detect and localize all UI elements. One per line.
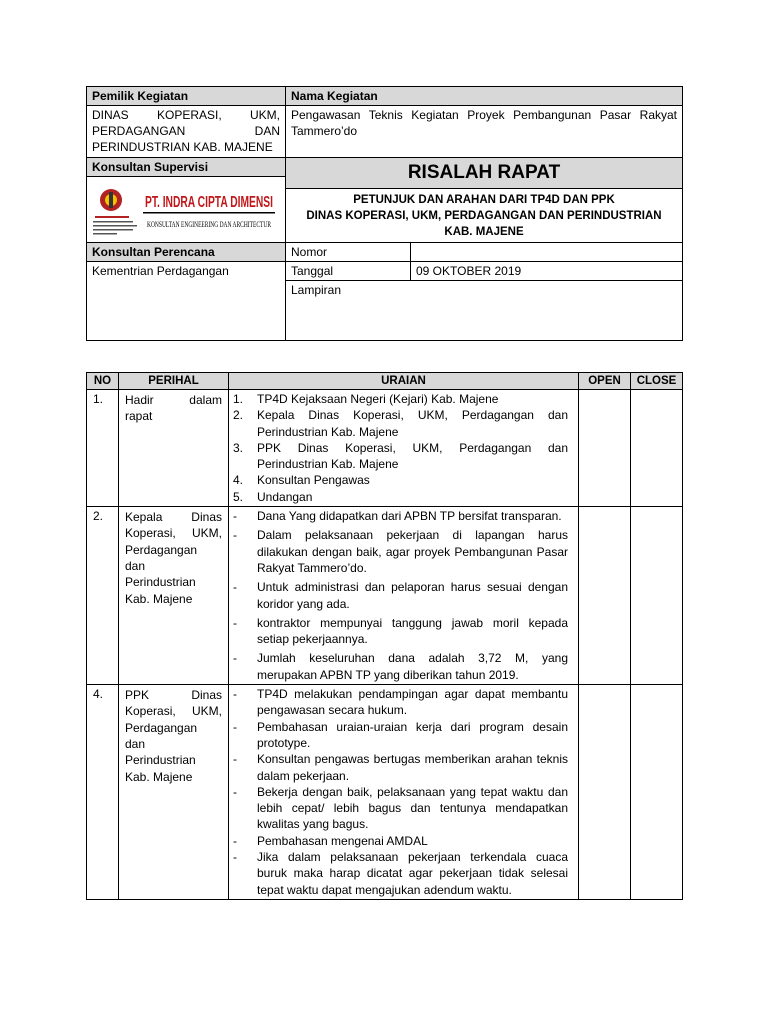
list-item-text: Kepala Dinas Koperasi, UKM, Perdagangan dan Perindustrian Kab. Majene (257, 408, 568, 439)
list-item-text: Dana Yang didapatkan dari APBN TP bersifat transparan. (257, 509, 562, 524)
list-item-text: Konsultan pengawas bertugas memberikan arahan teknis dalam pekerjaan. (257, 752, 568, 783)
nama-kegiatan-label: Nama Kegiatan (286, 87, 683, 106)
risalah-sub-line-3: KAB. MAJENE (444, 226, 524, 238)
perihal-line: rapat (125, 409, 153, 424)
pemilik-line-3: PERINDUSTRIAN KAB. MAJENE (92, 140, 273, 154)
list-item-text: Konsultan Pengawas (257, 473, 370, 488)
nama-kegiatan-value: Pengawasan Teknis Kegiatan Proyek Pembangunan Pasar Rakyat Tammero’do (286, 106, 683, 158)
nomor-label: Nomor (286, 243, 411, 262)
risalah-rapat-block (286, 158, 683, 243)
list-item-text: TP4D melakukan pendampingan agar dapat membantu pengawasan secara hukum. (257, 687, 568, 718)
tanggal-label: Tanggal (286, 262, 411, 281)
list-marker: - (233, 651, 237, 666)
perihal-line: Hadir dalam (125, 393, 222, 407)
list-item (233, 650, 568, 683)
konsultan-perencana-value: Kementrian Perdagangan (87, 262, 286, 341)
perihal-line: Perindustrian (125, 575, 196, 590)
row-uraian (229, 390, 579, 507)
list-item (233, 833, 568, 849)
pemilik-line-1: DINAS KOPERASI, UKM, (92, 108, 280, 122)
list-marker: - (233, 833, 237, 848)
row-open-cell (579, 685, 631, 900)
list-marker: - (233, 580, 237, 595)
col-uraian-header: URAIAN (229, 373, 579, 390)
row-uraian (229, 507, 579, 685)
list-item-text: Untuk administrasi dan pelaporan harus sesuai dengan koridor yang ada. (257, 580, 568, 611)
company-logo (91, 183, 281, 243)
list-item (233, 615, 568, 648)
list-item (233, 686, 568, 719)
risalah-sub-line-1: PETUNJUK DAN ARAHAN DARI TP4D DAN PPK (353, 194, 615, 206)
list-marker: - (233, 509, 237, 524)
perihal-line: Koperasi, UKM, (125, 704, 222, 719)
perihal-line: Kab. Majene (125, 769, 193, 784)
list-item (233, 784, 568, 833)
perihal-line: PPK Dinas (125, 688, 222, 703)
list-item-text: kontraktor mempunyai tanggung jawab moril kepada setiap pekerjaannya. (257, 615, 568, 647)
table-header-row (87, 373, 683, 390)
row-close-cell (631, 507, 683, 685)
list-item-text: TP4D Kejaksaan Negeri (Kejari) Kab. Majene (257, 392, 499, 406)
list-marker: 1. (233, 392, 244, 406)
list-marker: - (233, 615, 237, 630)
row-close-cell (631, 685, 683, 900)
list-item (233, 489, 568, 505)
nomor-value (411, 243, 683, 262)
list-marker: 3. (233, 440, 244, 455)
lampiran-label: Lampiran (286, 281, 683, 341)
table-body (87, 390, 683, 900)
perihal-line: Kab. Majene (125, 591, 193, 606)
list-item-text: Bekerja dengan baik, pelaksanaan yang tepat waktu dan lebih cepat/ lebih bagus dan tentunya mendapatkan kwalitas yang bagus. (257, 784, 568, 832)
list-item-text: Undangan (257, 489, 313, 504)
list-item (233, 440, 568, 473)
perihal-line: dan (125, 558, 146, 573)
list-item (233, 472, 568, 488)
list-item (233, 719, 568, 752)
list-marker: - (233, 687, 237, 702)
logo-company-name: PT. INDRA CIPTA DIMENSI (145, 194, 273, 211)
col-no-header: NO (87, 373, 119, 390)
list-marker: - (233, 719, 237, 734)
perihal-line: dan (125, 736, 146, 751)
perihal-line: Perindustrian (125, 753, 196, 768)
company-logo-cell (87, 177, 286, 243)
row-number: 4. (87, 685, 119, 900)
list-item-text: Pembahasan uraian-uraian kerja dari program desain prototype. (257, 719, 568, 750)
list-marker: 4. (233, 473, 244, 488)
list-item-text: Jika dalam pelaksanaan pekerjaan terkendala cuaca buruk maka harap dicatat agar pekerjaan tidak selesai tepat waktu dapat mengajukan adendum waktu. (257, 850, 568, 897)
list-item (233, 407, 568, 440)
header-table (86, 86, 683, 341)
list-marker: - (233, 528, 237, 543)
col-close-header: CLOSE (631, 373, 683, 390)
pemilik-line-2: PERDAGANGAN DAN (92, 124, 280, 138)
list-marker: - (233, 784, 237, 799)
logo-tagline: KONSULTAN ENGINEERING DAN ARCHITECTUR (147, 219, 272, 229)
list-item (233, 527, 568, 576)
risalah-rapat-title: RISALAH RAPAT (286, 158, 682, 189)
list-item (233, 391, 568, 407)
perihal-line: Perdagangan (125, 720, 198, 735)
list-item-text: PPK Dinas Koperasi, UKM, Perdagangan dan Perindustrian Kab. Majene (257, 440, 568, 472)
perihal-line: Koperasi, UKM, (125, 526, 222, 541)
tanggal-value: 09 OKTOBER 2019 (411, 262, 683, 281)
row-perihal (119, 390, 229, 507)
row-number: 1. (87, 390, 119, 507)
row-number: 2. (87, 507, 119, 685)
table-row (87, 507, 683, 685)
konsultan-perencana-label: Konsultan Perencana (87, 243, 286, 262)
row-close-cell (631, 390, 683, 507)
konsultan-supervisi-label: Konsultan Supervisi (87, 158, 286, 177)
table-row (87, 685, 683, 900)
list-item (233, 508, 568, 524)
list-item-text: Jumlah keseluruhan dana adalah 3,72 M, yang merupakan APBN TP yang diberikan tahun 2019. (257, 651, 568, 682)
list-marker: 2. (233, 408, 244, 423)
list-item (233, 579, 568, 612)
row-perihal (119, 685, 229, 900)
pemilik-kegiatan-label: Pemilik Kegiatan (87, 87, 286, 106)
row-open-cell (579, 390, 631, 507)
list-item (233, 849, 568, 898)
row-uraian (229, 685, 579, 900)
row-perihal (119, 507, 229, 685)
row-open-cell (579, 507, 631, 685)
risalah-sub-line-2: DINAS KOPERASI, UKM, PERDAGANGAN DAN PERINDUSTRIAN (306, 210, 662, 222)
perihal-line: Kepala Dinas (125, 510, 222, 525)
list-item (233, 751, 568, 784)
pemilik-kegiatan-value (87, 106, 286, 158)
risalah-table (86, 372, 683, 900)
perihal-line: Perdagangan (125, 542, 198, 557)
list-marker: - (233, 752, 237, 767)
col-perihal-header: PERIHAL (119, 373, 229, 390)
col-open-header: OPEN (579, 373, 631, 390)
list-item-text: Dalam pelaksanaan pekerjaan di lapangan harus dilakukan dengan baik, agar proyek Pembangunan Pasar Rakyat Tammero’do. (257, 528, 568, 575)
list-item-text: Pembahasan mengenai AMDAL (257, 833, 428, 848)
list-marker: 5. (233, 489, 244, 504)
table-row (87, 390, 683, 507)
list-marker: - (233, 850, 237, 865)
risalah-rapat-subtitle (286, 189, 682, 242)
